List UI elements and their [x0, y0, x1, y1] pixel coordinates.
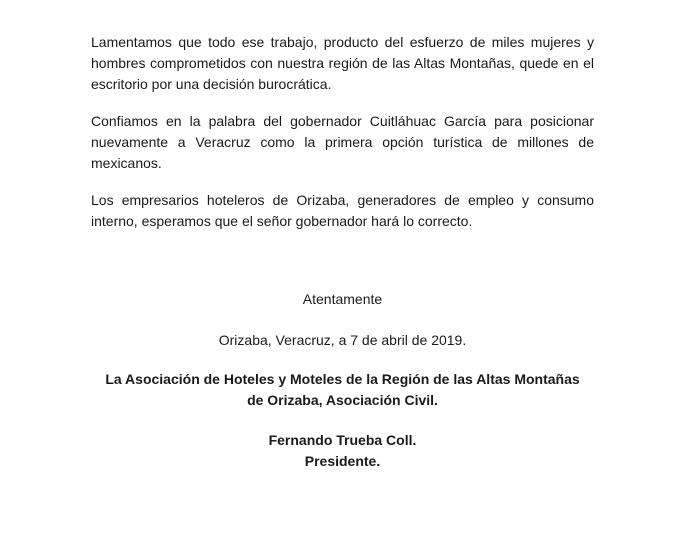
- organization-line-2: de Orizaba, Asociación Civil.: [247, 392, 438, 408]
- paragraph-trust: Confiamos en la palabra del gobernador Cuitláhuac García para posicionar nuevamente a Veracruz como la primera opción turística de millones de mexicanos.: [91, 113, 594, 171]
- paragraph-hoteliers: Los empresarios hoteleros de Orizaba, generadores de empleo y consumo interno, esperamos que el señor gobernador hará lo correcto.: [91, 192, 594, 229]
- organization-line-1: La Asociación de Hoteles y Moteles de la Región de las Altas Montañas: [105, 371, 580, 387]
- closing-salutation: Atentamente: [302, 291, 383, 307]
- place-date: Orizaba, Veracruz, a 7 de abril de 2019.: [218, 332, 467, 348]
- organization-name: [60, 369, 625, 411]
- signer-title: Presidente.: [304, 453, 381, 469]
- signer-name: Fernando Trueba Coll.: [268, 432, 417, 448]
- paragraph-lament: Lamentamos que todo ese trabajo, producto del esfuerzo de miles mujeres y hombres comprometidos con nuestra región de las Altas Montañas, quede en el escritorio por una decisión burocrática.: [91, 34, 594, 92]
